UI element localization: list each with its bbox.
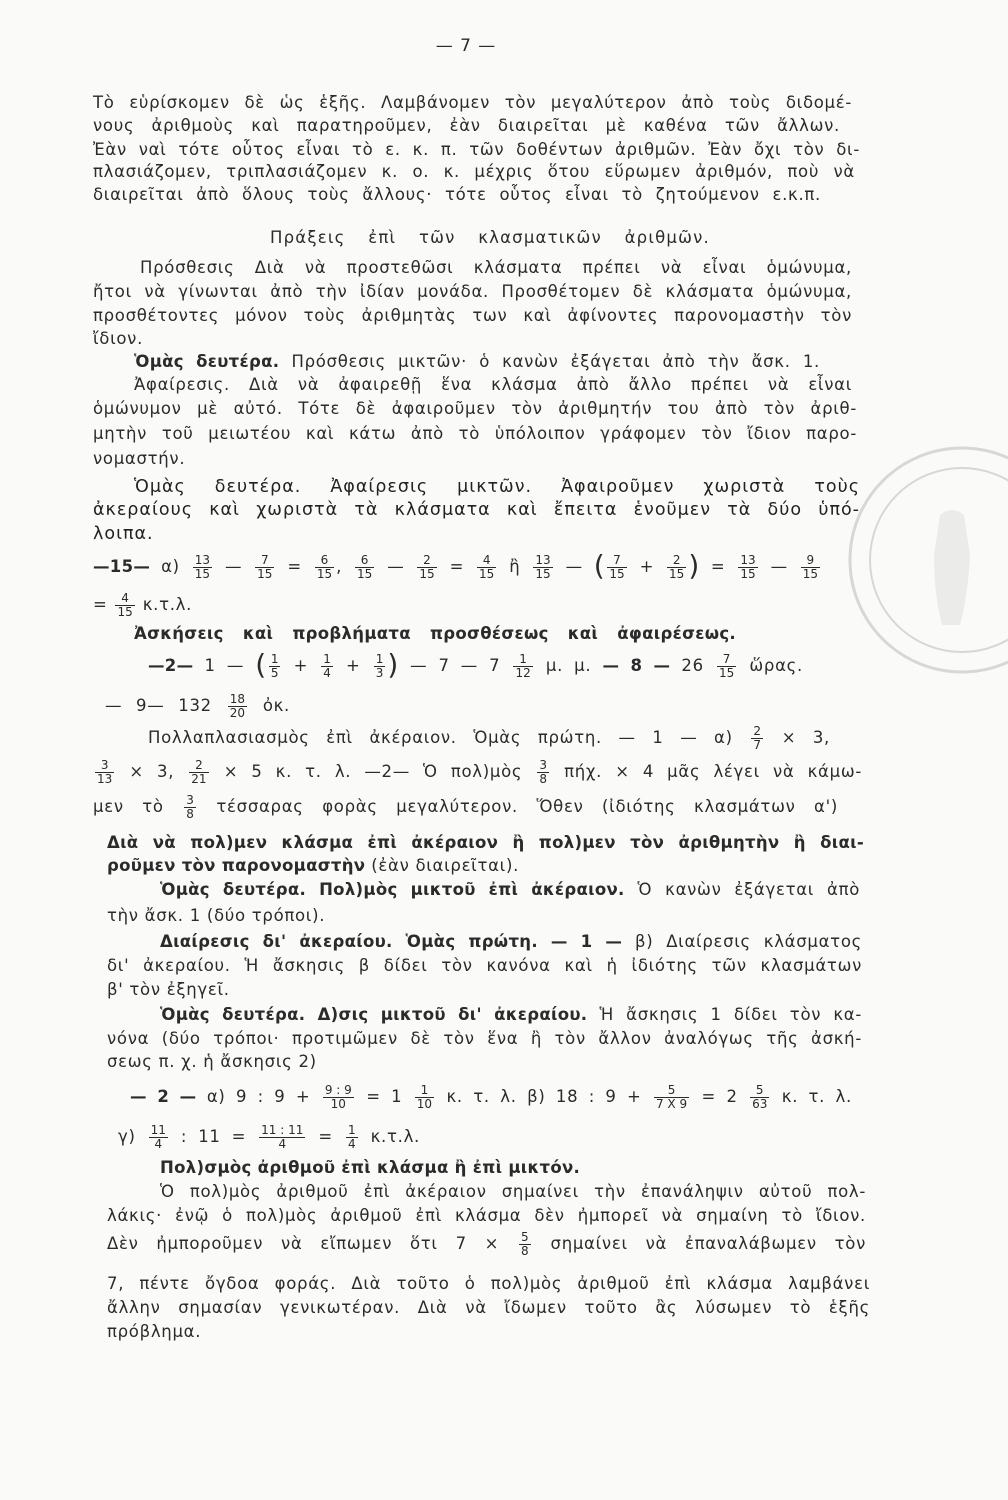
text-run: — (759, 557, 799, 576)
fraction-denominator: 15 (257, 567, 273, 581)
fraction-numerator: 2 (753, 724, 762, 738)
fraction-numerator: 1 (375, 652, 384, 666)
text-run: = 1 (355, 1087, 413, 1106)
fraction-denominator: 8 (521, 1244, 529, 1258)
fraction-denominator: 7 (753, 738, 762, 752)
section-heading (160, 1157, 580, 1179)
bold-text: Ὁμὰς δευτέρα. (134, 352, 280, 371)
text-run: 1 — (193, 656, 256, 675)
fraction (355, 554, 374, 581)
text-run: α) (150, 557, 191, 576)
fraction-numerator: 3 (95, 759, 114, 773)
fraction-numerator: 13 (740, 553, 756, 567)
text-run: = (438, 557, 476, 576)
text-run: = (307, 1127, 344, 1146)
fraction (513, 653, 532, 680)
text-run: = 2 (691, 1087, 749, 1106)
text-run: Ὁμὰς δευτέρα. Ἀφαίρεσις μικτῶν. Ἀφαιροῦμεν χωριστὰ τοὺς (134, 477, 860, 497)
fraction-denominator: 63 (752, 1097, 768, 1111)
text-run: (ἐὰν διαιρεῖται). (365, 856, 520, 875)
bold-text: Ἀσκήσεις καὶ προβλήματα προσθέσεως καὶ ἀφαιρέσεως. (134, 624, 736, 643)
text-line (93, 92, 852, 114)
text-line (93, 161, 855, 183)
fraction-numerator: 6 (315, 554, 334, 568)
bold-text: — 8 — (602, 656, 671, 675)
text-run: Τὸ εὑρίσκομεν δὲ ὡς ἑξῆς. Λαμβάνομεν τὸν μεγαλύτερον ἀπὸ τοὺς διδομέ- (93, 93, 852, 112)
fraction-numerator: 7 (255, 554, 274, 568)
text-line (160, 1004, 862, 1026)
text-run: μεν τὸ (93, 797, 183, 816)
formula-line (118, 1118, 420, 1156)
fraction-numerator: 4 (115, 592, 134, 606)
fraction-numerator: 3 (186, 793, 194, 807)
fraction-denominator: 4 (278, 1137, 287, 1151)
fraction-denominator: 4 (347, 1137, 356, 1151)
fraction-numerator: 1 (323, 652, 331, 666)
text-run: πήχ. × 4 μᾶς λέγει νὰ κάμω- (551, 762, 862, 781)
text-line (134, 351, 820, 373)
fraction-denominator: 8 (186, 807, 194, 821)
text-run: προσθέτοντες μόνον τοὺς ἀριθμητὰς των καὶ ἀφίνοντες παρονομαστὴν τὸν (93, 306, 852, 325)
text-line (93, 115, 840, 137)
formula-line (107, 1225, 866, 1263)
text-line (107, 1321, 201, 1343)
fraction (750, 1084, 769, 1111)
text-line (93, 281, 852, 303)
fraction-numerator: 3 (539, 758, 548, 772)
text-run: Ἀφαίρεσις. Διὰ νὰ ἀφαιρεθῇ ἕνα κλάσμα ἀπὸ ἄλλο πρέπει νὰ εἶναι (134, 375, 852, 394)
fraction-denominator: 8 (539, 772, 548, 786)
fraction-numerator: 13 (194, 553, 211, 567)
text-run: : 11 = (169, 1127, 258, 1146)
text-line (93, 423, 857, 445)
text-run: × 3, (116, 762, 188, 781)
fraction (95, 759, 114, 786)
fraction-numerator: 18 (229, 692, 245, 706)
text-run: Πράξεις ἐπὶ τῶν κλασματικῶν ἀριθμῶν. (270, 228, 710, 247)
text-line (107, 855, 519, 877)
text-run: = (276, 557, 313, 576)
bold-text: Διὰ νὰ πολ)μεν κλάσμα ἐπὶ ἀκέραιον ἢ πολ)μεν τὸν ἀριθμητὴν ἢ διαι- (107, 833, 864, 852)
fraction (533, 554, 552, 581)
text-run: νόνα (δύο τρόποι· προτιμῶμεν δὲ τὸν ἕνα ἢ τὸν ἄλλον ἀναλόγως τῆς ἀσκή- (107, 1029, 862, 1048)
fraction (184, 794, 196, 821)
bold-text: Ὁμὰς δευτέρα. Δ)σις μικτοῦ δι' ἀκεραίου. (160, 1005, 588, 1024)
text-run: τὴν ἄσκ. 1 (δύο τρόποι). (107, 906, 326, 925)
text-run: Πολλαπλασιασμὸς ἐπὶ ἀκέραιον. Ὁμὰς πρώτη. — 1 — α) (148, 728, 750, 747)
text-run: 7, πέντε ὄγδοα φοράς. Διὰ τοῦτο ὁ πολ)μὸς ἀριθμοῦ ἐπὶ κλάσμα λαμβάνει (107, 1274, 870, 1293)
text-line (93, 139, 860, 161)
text-run: ἢ (498, 557, 532, 576)
fraction-denominator: 15 (117, 605, 133, 619)
fraction-numerator: 7 (607, 554, 626, 568)
text-line (107, 1273, 870, 1295)
fraction-denominator: 15 (669, 567, 685, 581)
text-run: ἀκεραίους καὶ χωριστὰ τὰ κλάσματα καὶ ἔπειτα ἑνοῦμεν τὰ δύο ὑπό- (93, 500, 860, 520)
text-run: ὥρας. (738, 656, 803, 675)
formula-line (93, 753, 862, 791)
text-run: τέσσαρας φορὰς μεγαλύτερον. Ὅθεν (ἰδιότης κλασμάτων α') (197, 797, 838, 816)
text-run: κ. τ. λ. (771, 1087, 852, 1106)
bold-text: ροῦμεν τὸν παρονομαστὴν (107, 856, 366, 875)
text-line (107, 979, 230, 1001)
bold-text: Ὁμὰς δευτέρα. Πολ)μὸς μικτοῦ ἐπὶ ἀκέραιον. (160, 880, 625, 899)
text-run: — 9— 132 (105, 696, 226, 715)
fraction-denominator: 21 (191, 772, 207, 786)
text-run: μητὴν τοῦ μειωτέου καὶ κάτω ἀπὸ τὸ ὑπόλοιπον γράφομεν τὸν ἴδιον παρο- (93, 424, 857, 443)
fraction-denominator: 4 (154, 1137, 163, 1151)
bold-text: Διαίρεσις δι' ἀκεραίου. Ὁμὰς πρώτη. — 1 — (160, 932, 623, 951)
bold-text: Πολ)σμὸς ἀριθμοῦ ἐπὶ κλάσμα ἢ ἐπὶ μικτόν. (160, 1158, 581, 1177)
formula-line (148, 719, 830, 757)
bold-text: —2— (148, 656, 194, 675)
text-run: = (699, 557, 737, 576)
section-heading (134, 623, 736, 645)
text-line (140, 257, 852, 279)
fraction (228, 693, 247, 720)
text-run: — (376, 557, 416, 576)
text-run: Πρόσθεσις μικτῶν· ὁ κανὼν ἐξάγεται ἀπὸ τὴν ἄσκ. 1. (279, 352, 820, 371)
fraction-denominator: 4 (323, 666, 331, 680)
text-run: Ὁ κανὼν ἐξάγεται ἀπὸ (624, 880, 860, 899)
text-line (134, 475, 860, 499)
text-run: κ.τ.λ. (359, 1127, 420, 1146)
text-line (107, 1297, 870, 1319)
text-run: νομαστήν. (93, 449, 186, 468)
text-run: πρόβλημα. (107, 1322, 202, 1341)
fraction-numerator: 9 : 9 (324, 1083, 352, 1097)
text-run: κ.τ.λ. (136, 595, 193, 614)
text-line (134, 374, 852, 396)
fraction-numerator: 1 (347, 1123, 356, 1137)
fraction (115, 592, 134, 619)
text-run: νους ἀριθμοὺς καὶ παρατηροῦμεν, ἐὰν διαιρεῖται μὲ καθένα τῶν ἄλλων. (93, 116, 840, 135)
text-run: λοιπα. (93, 524, 154, 544)
fraction-denominator: 15 (535, 567, 551, 581)
text-line (93, 305, 852, 327)
fraction-numerator: 6 (355, 554, 374, 568)
text-run: σημαίνει νὰ ἐπαναλάβωμεν τὸν (532, 1234, 867, 1253)
fraction-denominator: 15 (740, 567, 756, 581)
formula-line (93, 548, 822, 586)
text-run: + (334, 656, 372, 675)
text-line (93, 398, 857, 420)
fraction-numerator: 2 (417, 554, 436, 568)
text-line (160, 1181, 866, 1203)
text-run: ἄλλην σημασίαν γενικωτέραν. Διὰ νὰ ἴδωμεν τοῦτο ἂς λύσωμεν τὸ ἑξῆς (107, 1298, 870, 1317)
fraction (607, 554, 626, 581)
text-run: α) 9 : 9 + (196, 1087, 321, 1106)
fraction-denominator: 15 (718, 666, 735, 680)
fraction-denominator: 5 (270, 666, 279, 680)
bold-text: — 2 — (130, 1087, 197, 1106)
fraction (738, 554, 757, 581)
text-run: λάκις· ἐνῷ ὁ πολ)μὸς ἀριθμοῦ ἐπὶ κλάσμα δὲν ἠμπορεῖ νὰ σημαίνη τὸ ἴδιον. (107, 1206, 866, 1225)
fraction (415, 1084, 434, 1111)
fraction-denominator: 7 X 9 (655, 1097, 688, 1111)
text-run: , (336, 557, 353, 576)
text-run: γ) (118, 1127, 147, 1146)
fraction-numerator: 2 (189, 759, 208, 773)
text-line (160, 879, 860, 901)
text-line (93, 184, 821, 206)
formula-line (93, 788, 838, 826)
text-run: πλασιάζομεν, τριπλασιάζομεν κ. ο. κ. μέχρις ὅτου εὕρωμεν ἀριθμόν, ποὺ νὰ (93, 162, 855, 181)
text-run: δι' ἀκεραίου. Ἡ ἄσκησις β δίδει τὸν κανόνα καὶ ἡ ἰδιότης τῶν κλασμάτων (107, 956, 862, 975)
parenthesis: ( (593, 549, 606, 582)
text-run: ὁμώνυμον μὲ αὐτό. Τότε δὲ ἀφαιροῦμεν τὸν ἀριθμητήν του ἀπὸ τὸν ἀριθ- (93, 399, 857, 418)
fraction (149, 1124, 168, 1151)
text-run: — (554, 557, 594, 576)
fraction (751, 725, 763, 752)
fraction-numerator: 11 : 11 (261, 1123, 304, 1137)
fraction-denominator: 15 (356, 567, 373, 581)
text-run: + (282, 656, 320, 675)
fraction-denominator: 15 (479, 567, 495, 581)
text-line (107, 1205, 866, 1227)
text-run: — (214, 557, 254, 576)
fraction-denominator: 15 (194, 567, 211, 581)
fraction (315, 554, 334, 581)
text-line (107, 1051, 317, 1073)
fraction-denominator: 15 (609, 567, 625, 581)
text-run: σεως π. χ. ἡ ἄσκησις 2) (107, 1052, 317, 1071)
parenthesis: ) (688, 549, 700, 582)
fraction-numerator: 13 (535, 553, 551, 567)
parenthesis: ( (255, 648, 267, 681)
text-line (107, 1028, 862, 1050)
text-run: ὀκ. (249, 696, 291, 715)
fraction (801, 554, 820, 581)
fraction-numerator: 5 (654, 1084, 689, 1098)
text-run: Ὁ πολ)μὸς ἀριθμοῦ ἐπὶ ἀκέραιον σημαίνει τὴν ἐπανάληψιν αὐτοῦ πολ- (160, 1182, 866, 1201)
text-run: β' τὸν ἐξηγεῖ. (107, 980, 230, 999)
fraction-numerator: 4 (477, 554, 496, 568)
fraction (321, 653, 333, 680)
fraction (346, 1124, 358, 1151)
text-line (107, 955, 862, 977)
fraction (537, 759, 549, 786)
formula-line (130, 1078, 852, 1116)
fraction-numerator: 9 (801, 554, 820, 568)
fraction-numerator: 1 (270, 652, 279, 666)
fraction (519, 1231, 531, 1258)
text-run: × 3, (765, 728, 830, 747)
fraction (374, 653, 386, 680)
fraction (259, 1124, 305, 1151)
fraction-denominator: 10 (330, 1097, 346, 1111)
fraction (193, 554, 212, 581)
text-run: β) Διαίρεσις κλάσματος (622, 932, 862, 951)
fraction-denominator: 15 (419, 567, 435, 581)
fraction-numerator: 5 (750, 1084, 769, 1098)
fraction-numerator: 1 (415, 1084, 434, 1098)
fraction (255, 554, 274, 581)
fraction-denominator: 15 (802, 567, 818, 581)
text-run: μ. μ. (534, 656, 603, 675)
fraction-numerator: 1 (513, 653, 532, 667)
text-line (93, 328, 143, 350)
parenthesis: ) (387, 648, 399, 681)
fraction (189, 759, 208, 786)
section-heading (270, 227, 710, 249)
text-run: 26 (670, 656, 715, 675)
text-line (93, 448, 185, 470)
fraction (477, 554, 496, 581)
fraction-denominator: 20 (229, 706, 245, 720)
fraction (417, 554, 436, 581)
text-run: × 5 κ. τ. λ. —2— Ὁ πολ)μὸς (210, 762, 536, 781)
formula-line (148, 647, 803, 685)
text-run: + (628, 557, 666, 576)
fraction-numerator: 2 (667, 554, 686, 568)
library-stamp (840, 420, 1008, 700)
fraction-denominator: 10 (416, 1097, 433, 1111)
text-run: ἴδιον. (93, 329, 144, 348)
page-number: — 7 — (435, 36, 497, 56)
fraction (667, 554, 686, 581)
text-run: — 7 — 7 (398, 656, 512, 675)
text-line (107, 905, 325, 927)
text-run: Ἡ ἄσκησις 1 δίδει τὸν κα- (587, 1005, 862, 1024)
fraction (269, 653, 281, 680)
bold-text: —15— (93, 557, 151, 576)
fraction-numerator: 7 (717, 653, 736, 667)
fraction-denominator: 3 (375, 666, 384, 680)
fraction-denominator: 12 (515, 666, 531, 680)
fraction (717, 653, 736, 680)
text-line (107, 832, 864, 854)
text-line (93, 498, 860, 522)
fraction (654, 1084, 689, 1111)
fraction-numerator: 11 (150, 1123, 166, 1137)
text-run: κ. τ. λ. β) 18 : 9 + (436, 1087, 652, 1106)
text-run: Ἐὰν ναὶ τότε οὗτος εἶναι τὸ ε. κ. π. τῶν δοθέντων ἀριθμῶν. Ἐὰν ὄχι τὸν δι- (93, 140, 860, 159)
text-run: = (93, 595, 114, 614)
fraction-numerator: 5 (521, 1230, 529, 1244)
text-run: Δὲν ἠμποροῦμεν νὰ εἴπωμεν ὅτι 7 × (107, 1234, 518, 1253)
text-run: Πρόσθεσις Διὰ νὰ προστεθῶσι κλάσματα πρέπει νὰ εἶναι ὁμώνυμα, (140, 258, 852, 277)
text-run: ἤτοι νὰ γίνωνται ἀπὸ τὴν ἰδίαν μονάδα. Προσθέτομεν δὲ κλάσματα ὁμώνυμα, (93, 282, 852, 301)
formula-line (93, 586, 192, 624)
fraction-denominator: 15 (316, 567, 333, 581)
fraction-denominator: 13 (97, 772, 113, 786)
text-line (160, 931, 862, 953)
text-run: διαιρεῖται ἀπὸ ὅλους τοὺς ἄλλους· τότε οὗτος εἶναι τὸ ζητούμενον ε.κ.π. (93, 185, 821, 204)
text-line (93, 522, 154, 546)
fraction (323, 1084, 354, 1111)
